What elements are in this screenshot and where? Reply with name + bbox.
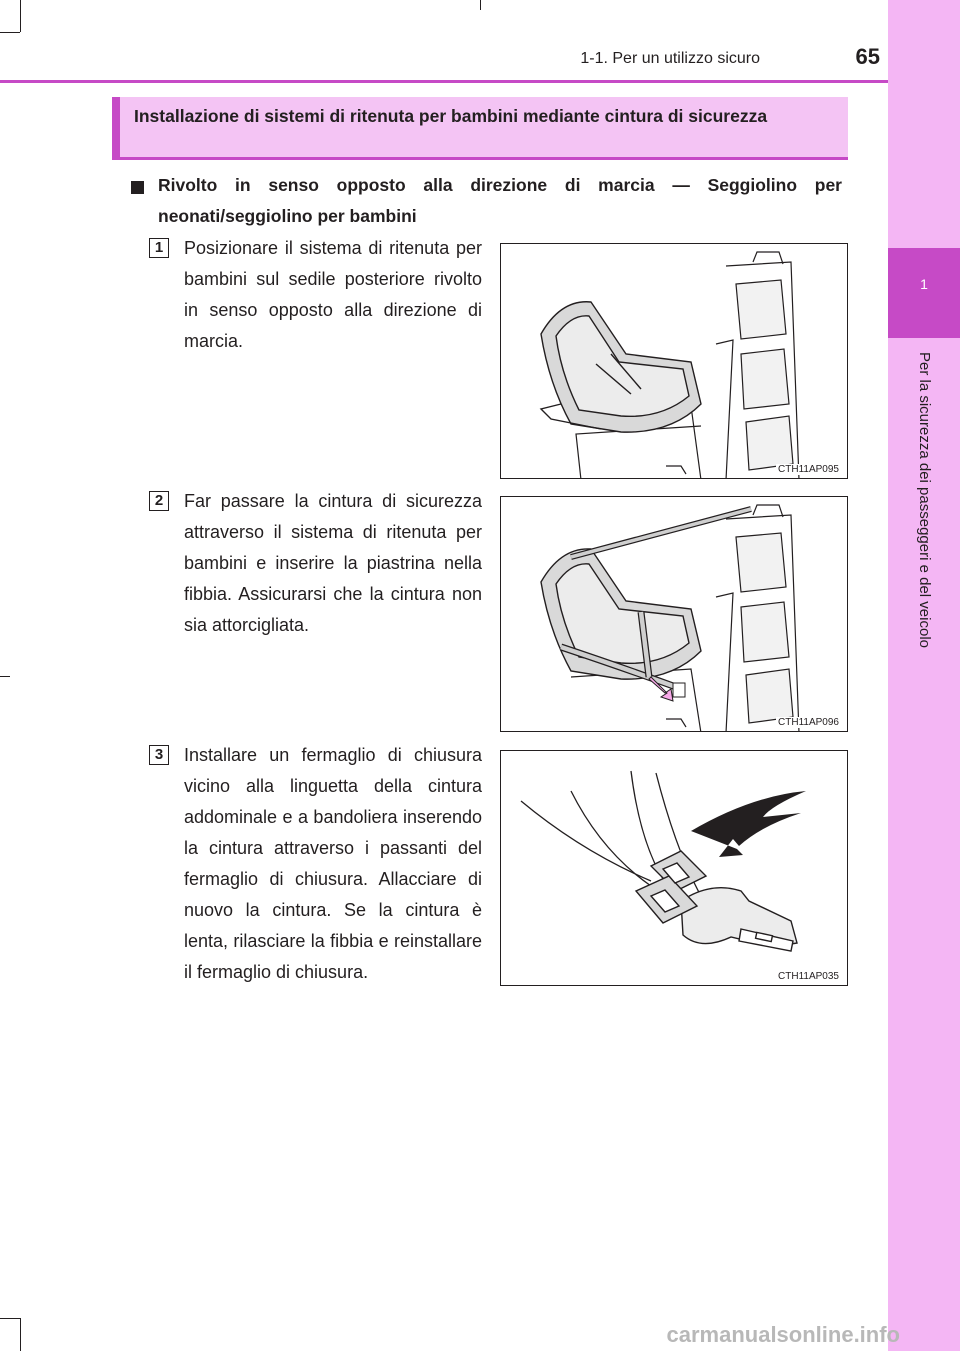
step-text-2: Far passare la cintura di sicurezza attraverso il sistema di ritenuta per bambini e inserire la piastrina nella fibbia. Assicurarsi che la cintura non sia attorcigliata. [184,491,482,635]
step-number-2: 2 [149,491,169,511]
crop-mark [480,0,481,10]
crop-mark [20,0,21,32]
chapter-title: Per la sicurezza dei passeggeri e del veicolo [916,352,933,648]
chapter-number: 1 [920,276,928,292]
step-number-3: 3 [149,745,169,765]
locking-clip-illustration [501,751,848,986]
figure-step-2 [500,496,848,732]
crop-mark [0,676,10,677]
figure-code: CTH11AP035 [778,971,839,982]
rear-facing-child-seat-illustration [501,244,848,479]
step-text-1: Posizionare il sistema di ritenuta per bambini sul sedile posteriore rivolto in senso opposto alla direzione di marcia. [184,238,482,351]
page-number: 65 [855,44,880,69]
crop-mark [0,32,20,33]
figure-code: CTH11AP096 [778,717,839,728]
crop-mark [0,1318,20,1319]
section-title: 1-1. Per un utilizzo sicuro [580,50,760,67]
bullet-square-icon [131,181,144,194]
figure-code: CTH11AP095 [778,464,839,475]
watermark: carmanualsonline.info [666,1322,900,1347]
section-heading: Installazione di sistemi di ritenuta per bambini mediante cintura di sicurezza [134,106,768,126]
procedure-subheading: Rivolto in senso opposto alla direzione di marcia — Seggiolino per neonati/seggiolino per bambini [158,175,842,226]
section-title-box [112,97,848,160]
header-divider [0,80,888,83]
chapter-tab-active[interactable] [888,248,960,338]
seat-belt-routing-illustration [501,497,848,732]
crop-mark [20,1318,21,1351]
figure-step-3 [500,750,848,986]
step-text-3: Installare un fermaglio di chiusura vicino alla linguetta della cintura addominale e a bandoliera inserendo la cintura attraverso i passanti del fermaglio di chiusura. Allacciare di nuovo la cintura. Se la cintura è lenta, rilasciare la fibbia e reinstallare il fermaglio di chiusura. [184,745,482,982]
step-number-1: 1 [149,238,169,258]
figure-step-1 [500,243,848,479]
